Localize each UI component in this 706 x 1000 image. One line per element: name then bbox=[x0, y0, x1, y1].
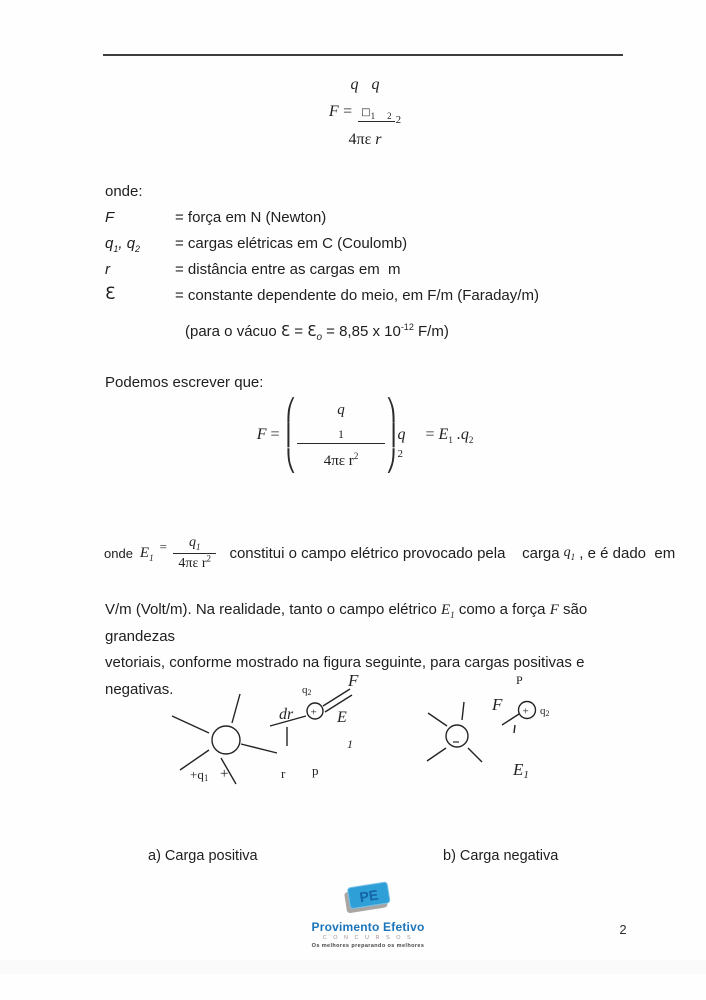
paren-top-right: ⎞ bbox=[386, 397, 397, 422]
field-ray bbox=[468, 748, 482, 762]
den-coefficient: 4πε bbox=[348, 131, 372, 148]
E1-inline: $E_1$ bbox=[440, 602, 455, 620]
e1-definition-line bbox=[104, 524, 675, 582]
equals-sign: = bbox=[343, 103, 353, 121]
test-charge-plus-sign: + bbox=[310, 706, 317, 719]
fraction-bar bbox=[358, 102, 394, 122]
inner-fraction-bar: 1 bbox=[297, 427, 385, 444]
desc-q1q2: = cargas elétricas em C (Coulomb) bbox=[175, 235, 408, 252]
field-formula-grid bbox=[257, 398, 474, 474]
term-F: F bbox=[105, 209, 115, 226]
force-label: F bbox=[492, 695, 503, 714]
definitions-list bbox=[105, 209, 539, 304]
desc-r: = distância entre as cargas em m bbox=[175, 261, 401, 278]
force-label: F bbox=[348, 671, 359, 690]
formula-numerator: q q bbox=[350, 76, 380, 93]
field-ray bbox=[172, 716, 209, 733]
scan-artifact-band bbox=[0, 960, 706, 974]
body-paragraph: V/m (Volt/m). Na realidade, tanto o campo elétrico $E_1$ como a força F são grandezas vetoriais, conforme mostrado na figura seguinte, para cargas positivas e negativas. bbox=[105, 601, 592, 698]
fraction-numerator: $q_1$ bbox=[173, 535, 217, 554]
E1-label: E1 bbox=[513, 760, 529, 781]
E1-symbol: $E_1$ bbox=[139, 544, 154, 563]
field-ray bbox=[241, 744, 277, 753]
desc-epsilon: = constante dependente do meio, em F/m (Faraday/m) bbox=[175, 287, 539, 304]
formula-main-line bbox=[105, 102, 625, 128]
logo-tagline: Os melhores preparando os melhores bbox=[311, 943, 425, 949]
F-inline: F bbox=[549, 602, 559, 618]
rhs-expression: = $E_1$ $.q_2$ bbox=[425, 426, 474, 446]
subscript-2: 2 bbox=[387, 111, 392, 122]
brand-logo bbox=[268, 880, 468, 949]
q2-label: q2 bbox=[540, 705, 550, 718]
lhs: F = bbox=[256, 426, 280, 443]
tail-text: , e é dado em bbox=[575, 544, 676, 562]
P-label: P bbox=[516, 673, 523, 687]
paren-bottom-left: ⎝ bbox=[285, 448, 296, 473]
logo-subtitle: C O N C U R S O S bbox=[322, 935, 414, 941]
den-variable: r bbox=[375, 131, 382, 148]
field-ray bbox=[462, 702, 464, 720]
plus-sign: + bbox=[220, 766, 229, 782]
radius-tick bbox=[514, 725, 515, 733]
logo-cube-text: PE bbox=[358, 886, 380, 906]
field-ray bbox=[428, 713, 447, 726]
field-label: E bbox=[337, 709, 347, 726]
E1-fraction bbox=[173, 535, 217, 572]
dr-label: dr bbox=[279, 706, 294, 723]
logo-name: Provimento Efetivo bbox=[311, 920, 425, 934]
exponent: -12 bbox=[400, 322, 414, 332]
test-charge-plus-sign: + bbox=[522, 705, 529, 718]
source-charge-circle bbox=[446, 725, 468, 747]
coulomb-formula bbox=[105, 76, 625, 149]
header-rule bbox=[103, 54, 623, 56]
paren-mid-left: ⎜ bbox=[285, 422, 296, 447]
field-ray bbox=[232, 694, 240, 723]
page-number: 2 bbox=[619, 922, 627, 937]
caption-negative: b) Carga negativa bbox=[443, 848, 559, 864]
one-label: 1 bbox=[347, 737, 353, 751]
force-symbol: F bbox=[328, 103, 339, 121]
field-formula bbox=[105, 398, 625, 474]
equals-sign: = bbox=[159, 539, 167, 554]
figure-negative-charge bbox=[416, 660, 591, 800]
force-vector-line bbox=[502, 714, 519, 725]
where-heading: onde: bbox=[105, 183, 143, 200]
outer-q: q bbox=[397, 426, 406, 443]
term-epsilon: Ɛ bbox=[105, 284, 116, 304]
subscript-1: 1 bbox=[370, 111, 376, 122]
inner-denominator: 4πε $r^2$ bbox=[323, 450, 359, 469]
desc-F: = força em N (Newton) bbox=[175, 209, 327, 226]
caption-positive: a) Carga positiva bbox=[148, 848, 258, 864]
p-label: p bbox=[312, 763, 319, 778]
paren-mid-right: ⎟ bbox=[386, 422, 397, 447]
field-ray bbox=[427, 748, 446, 761]
r-label: r bbox=[281, 766, 286, 781]
mid-text: constitui o campo elétrico provocado pela carga bbox=[229, 544, 560, 562]
fraction-denominator: 4πε $r^2$ bbox=[178, 552, 211, 571]
q2-label: q2 bbox=[302, 684, 312, 697]
inner-numerator-q: q bbox=[337, 401, 345, 418]
outer-q-subscript: 2 bbox=[397, 448, 403, 460]
paren-top-left: ⎛ bbox=[285, 397, 296, 422]
force-vector-line bbox=[323, 689, 350, 706]
vacuum-note: (para o vácuo Ɛ = $Ɛ_o = 8,85$ x $10^{-12}$ F/m) bbox=[185, 322, 449, 343]
figure-positive-charge bbox=[164, 658, 400, 804]
q1-label: +q1 bbox=[190, 767, 209, 783]
logo-cube-icon bbox=[339, 880, 397, 914]
term-r: r bbox=[105, 261, 110, 278]
onde-label: onde bbox=[104, 545, 133, 561]
q1-symbol: $q_1$ bbox=[563, 545, 576, 562]
source-charge-circle bbox=[212, 726, 240, 754]
epsilon-zero-glyph: Ɛ bbox=[307, 322, 317, 340]
box-glyph: □ bbox=[361, 107, 371, 118]
term-q1q2: $q_1$, $q_2$ bbox=[105, 235, 141, 254]
outer-subscript: 2 bbox=[395, 114, 402, 127]
epsilon-glyph: Ɛ bbox=[280, 322, 291, 340]
formula-denominator bbox=[105, 131, 625, 149]
intro-sentence: Podemos escrever que: bbox=[105, 374, 264, 391]
paren-bottom-right: ⎠ bbox=[386, 448, 397, 473]
